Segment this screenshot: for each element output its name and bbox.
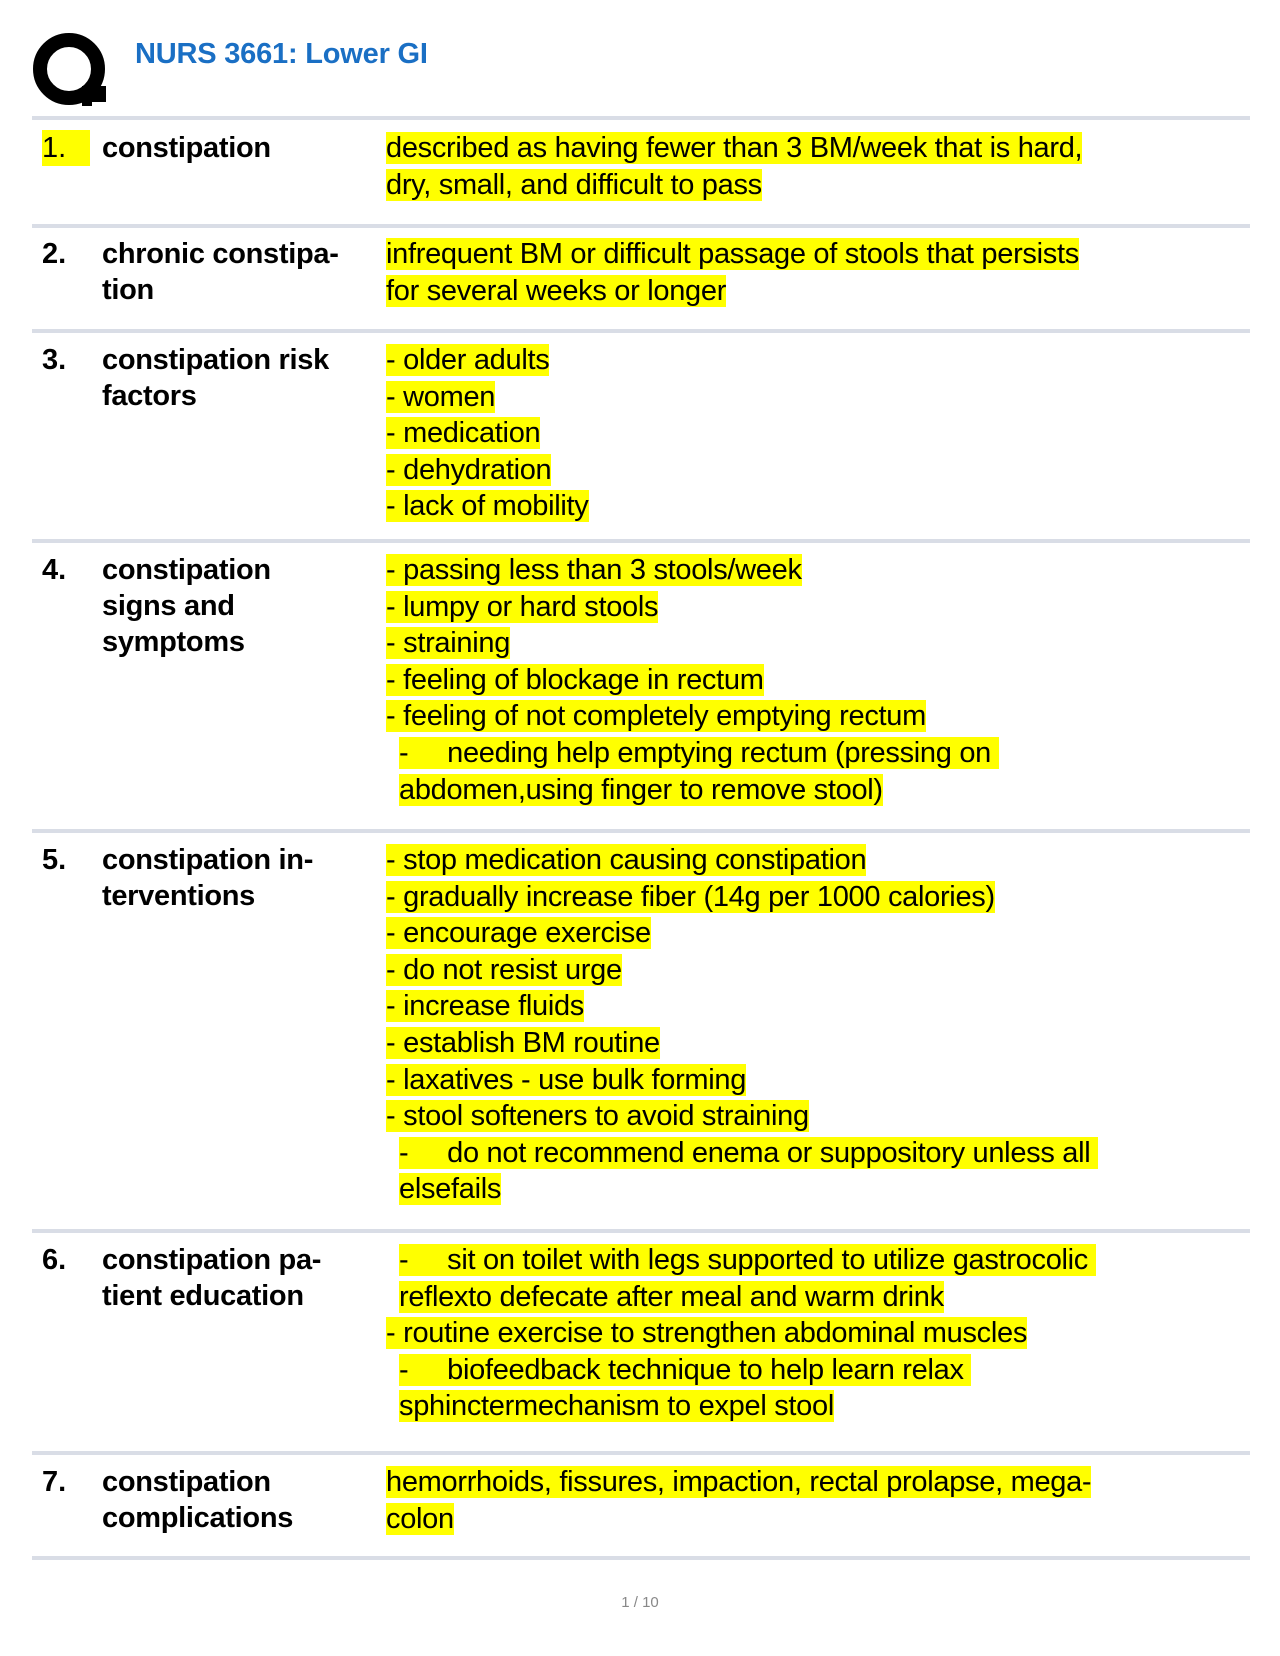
page-indicator: 1 / 10 <box>621 1594 659 1611</box>
card-definition <box>386 342 1246 525</box>
definition-line: - feeling of blockage in rectum <box>386 663 764 696</box>
card-number: 3. <box>42 344 67 376</box>
card-term: constipation pa- tient education <box>102 1244 322 1312</box>
card-number: 7. <box>42 1466 67 1498</box>
divider <box>32 116 1250 120</box>
divider <box>32 329 1250 333</box>
divider <box>32 1229 1250 1233</box>
divider <box>32 224 1250 228</box>
definition-line: - women <box>386 380 496 413</box>
card-term: chronic constipa- tion <box>102 238 339 306</box>
card-definition <box>386 130 1246 203</box>
divider <box>32 1451 1250 1455</box>
definition-line: colon <box>386 1502 454 1535</box>
definition-line: - routine exercise to strengthen abdominal muscles <box>386 1317 1028 1350</box>
definition-line: described as having fewer than 3 BM/week that is hard, <box>386 132 1083 164</box>
definition-line: - straining <box>386 627 511 660</box>
definition-subline: abdomen,using finger to remove stool) <box>399 773 883 806</box>
card-term: constipation complications <box>102 1466 294 1534</box>
definition-line: - lumpy or hard stools <box>386 590 659 623</box>
definition-subline: - do not recommend enema or suppository unless all <box>399 1136 1099 1169</box>
definition-line: infrequent BM or difficult passage of stools that persists <box>386 238 1079 270</box>
divider <box>32 1556 1250 1560</box>
card-definition <box>386 1242 1246 1425</box>
card-number: 1. <box>42 130 90 166</box>
definition-line: - passing less than 3 stools/week <box>386 554 802 586</box>
definition-line: - establish BM routine <box>386 1026 660 1059</box>
definition-subline: - needing help emptying rectum (pressing on <box>399 736 999 769</box>
card-term: constipation risk factors <box>102 344 329 412</box>
card-number: 5. <box>42 844 67 876</box>
card-definition <box>386 1464 1246 1537</box>
definition-line: - older adults <box>386 344 550 376</box>
definition-line: - feeling of not completely emptying rectum <box>386 700 926 733</box>
definition-line: - medication <box>386 417 541 450</box>
card-term: constipation in- terventions <box>102 844 314 912</box>
page-title: NURS 3661: Lower GI <box>135 38 428 70</box>
definition-subline: reflexto defecate after meal and warm drink <box>399 1280 944 1313</box>
definition-line: for several weeks or longer <box>386 274 727 307</box>
definition-line: - do not resist urge <box>386 953 622 986</box>
definition-subline: - biofeedback technique to help learn relax <box>399 1353 972 1386</box>
definition-line: - stop medication causing constipation <box>386 844 867 876</box>
definition-line: - lack of mobility <box>386 490 589 523</box>
definition-line: - stool softeners to avoid straining <box>386 1100 809 1133</box>
definition-line: - laxatives - use bulk forming <box>386 1063 747 1096</box>
definition-line: - encourage exercise <box>386 917 651 950</box>
definition-subline: sphinctermechanism to expel stool <box>399 1390 834 1423</box>
divider <box>32 829 1250 833</box>
definition-line: dry, small, and difficult to pass <box>386 168 762 201</box>
definition-line: - dehydration <box>386 453 552 486</box>
document-header <box>32 30 1252 114</box>
card-number: 2. <box>42 238 67 270</box>
card-number: 6. <box>42 1244 67 1276</box>
card-definition <box>386 842 1246 1208</box>
definition-line: - gradually increase fiber (14g per 1000 calories) <box>386 880 995 913</box>
definition-subline: - sit on toilet with legs supported to utilize gastrocolic <box>399 1244 1096 1276</box>
definition-subline: elsefails <box>399 1173 502 1206</box>
card-number: 4. <box>42 554 67 586</box>
definition-line: hemorrhoids, fissures, impaction, rectal prolapse, mega- <box>386 1466 1092 1498</box>
card-definition <box>386 552 1246 808</box>
q-logo-icon <box>32 32 112 112</box>
divider <box>32 539 1250 543</box>
card-term: constipation <box>102 132 271 164</box>
card-term: constipation signs and symptoms <box>102 554 271 658</box>
definition-line: - increase fluids <box>386 990 584 1023</box>
card-definition <box>386 236 1246 309</box>
